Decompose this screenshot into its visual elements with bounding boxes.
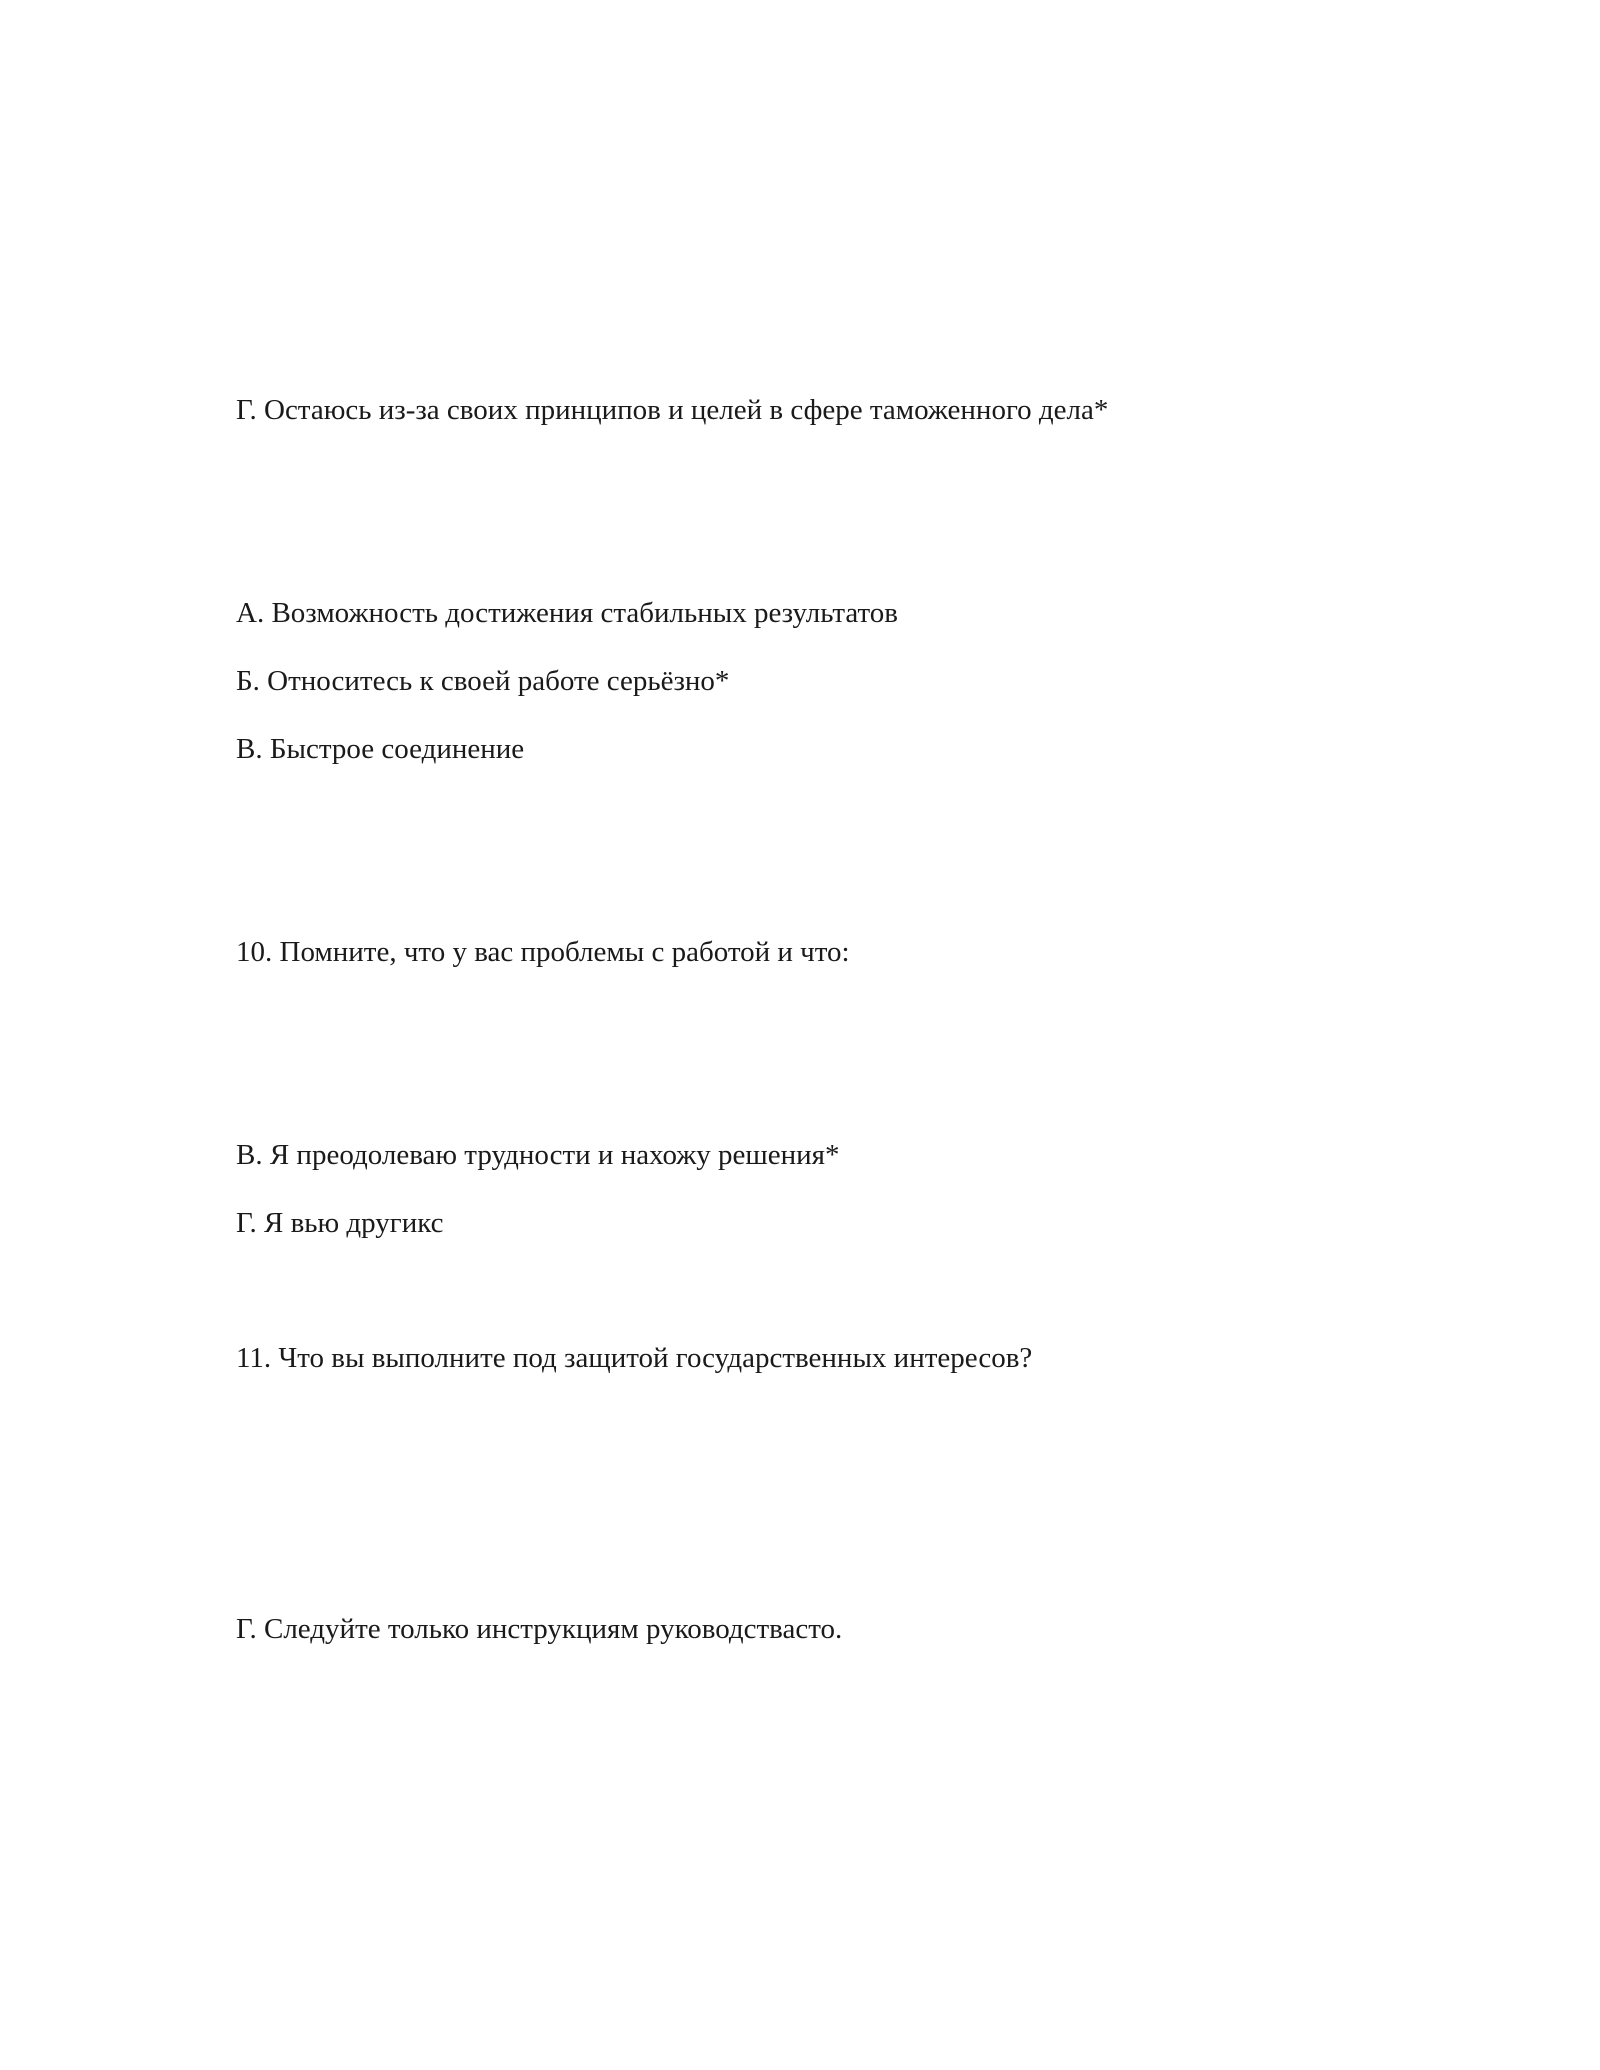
question-10: 10. Помните, что у вас проблемы с работой и что: (236, 936, 850, 968)
answer-option-g: Г. Следуйте только инструкциям руководствасто. (236, 1613, 843, 1645)
answer-option-b: Б. Относитесь к своей работе серьёзно* (236, 665, 730, 697)
question-11: 11. Что вы выполните под защитой государственных интересов? (236, 1342, 1033, 1374)
answer-option-v: В. Я преодолеваю трудности и нахожу решения* (236, 1139, 840, 1171)
answer-option-a: А. Возможность достижения стабильных результатов (236, 597, 898, 629)
answer-option-g: Г. Остаюсь из-за своих принципов и целей в сфере таможенного дела* (236, 394, 1109, 426)
answer-option-g: Г. Я вью другикс (236, 1207, 444, 1239)
answer-option-v: В. Быстрое соединение (236, 733, 525, 765)
